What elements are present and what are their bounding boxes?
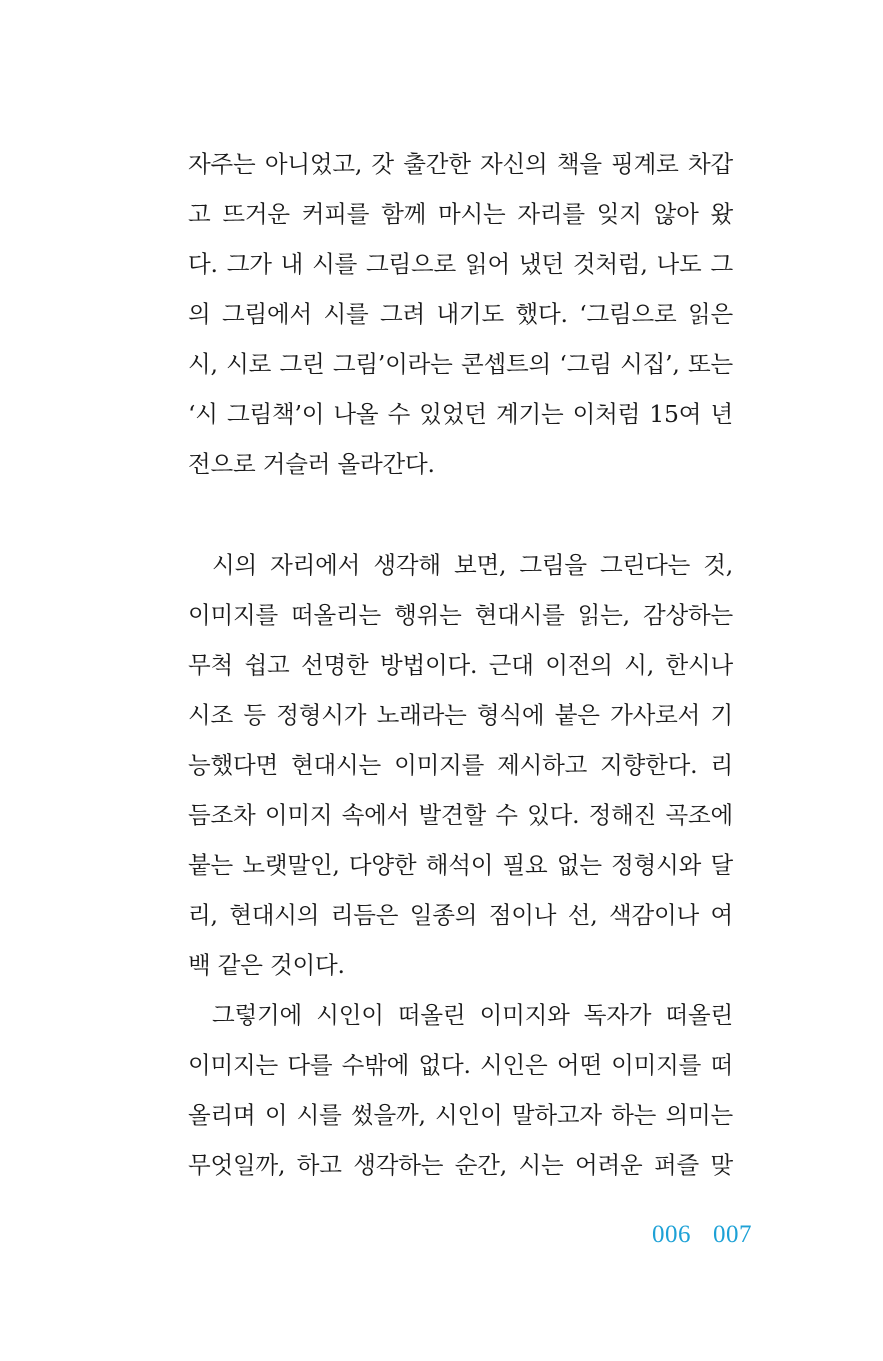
text-line: 무척 쉽고 선명한 방법이다. 근대 이전의 시, 한시나 xyxy=(188,651,733,679)
text-line: 그렇기에 시인이 떠올린 이미지와 독자가 떠올린 xyxy=(212,1001,733,1029)
text-line: 리, 현대시의 리듬은 일종의 점이나 선, 색감이나 여 xyxy=(188,901,733,929)
text-line: 시조 등 정형시가 노래라는 형식에 붙은 가사로서 기 xyxy=(188,701,733,729)
paragraph-2 xyxy=(188,540,733,990)
text-line: 붙는 노랫말인, 다양한 해석이 필요 없는 정형시와 달 xyxy=(188,851,733,879)
text-line: 이미지는 다를 수밖에 없다. 시인은 어떤 이미지를 떠 xyxy=(188,1051,733,1079)
page-numbers xyxy=(652,1221,752,1249)
text-line: 시의 자리에서 생각해 보면, 그림을 그린다는 것, xyxy=(212,551,733,579)
text-line: 올리며 이 시를 썼을까, 시인이 말하고자 하는 의미는 xyxy=(188,1101,733,1129)
text-line: 자주는 아니었고, 갓 출간한 자신의 책을 핑계로 차갑 xyxy=(188,150,733,178)
page-number-right: 007 xyxy=(713,1221,752,1248)
text-line: 전으로 거슬러 올라간다. xyxy=(188,450,435,478)
paragraph-3 xyxy=(188,990,733,1190)
text-line: 고 뜨거운 커피를 함께 마시는 자리를 잊지 않아 왔 xyxy=(188,200,733,228)
text-line: 능했다면 현대시는 이미지를 제시하고 지향한다. 리 xyxy=(188,751,733,779)
text-line: 무엇일까, 하고 생각하는 순간, 시는 어려운 퍼즐 맞 xyxy=(188,1151,733,1179)
text-line: 백 같은 것이다. xyxy=(188,951,345,979)
text-line: 이미지를 떠올리는 행위는 현대시를 읽는, 감상하는 xyxy=(188,601,733,629)
page-number-left: 006 xyxy=(652,1221,691,1248)
text-line: 의 그림에서 시를 그려 내기도 했다. ‘그림으로 읽은 xyxy=(188,300,733,328)
text-line: 시, 시로 그린 그림’이라는 콘셉트의 ‘그림 시집’, 또는 xyxy=(188,350,733,378)
text-line: ‘시 그림책’이 나올 수 있었던 계기는 이처럼 15여 년 xyxy=(188,400,733,428)
paragraph-1 xyxy=(188,139,733,489)
text-line: 다. 그가 내 시를 그림으로 읽어 냈던 것처럼, 나도 그 xyxy=(188,250,733,278)
text-line: 듬조차 이미지 속에서 발견할 수 있다. 정해진 곡조에 xyxy=(188,801,733,829)
